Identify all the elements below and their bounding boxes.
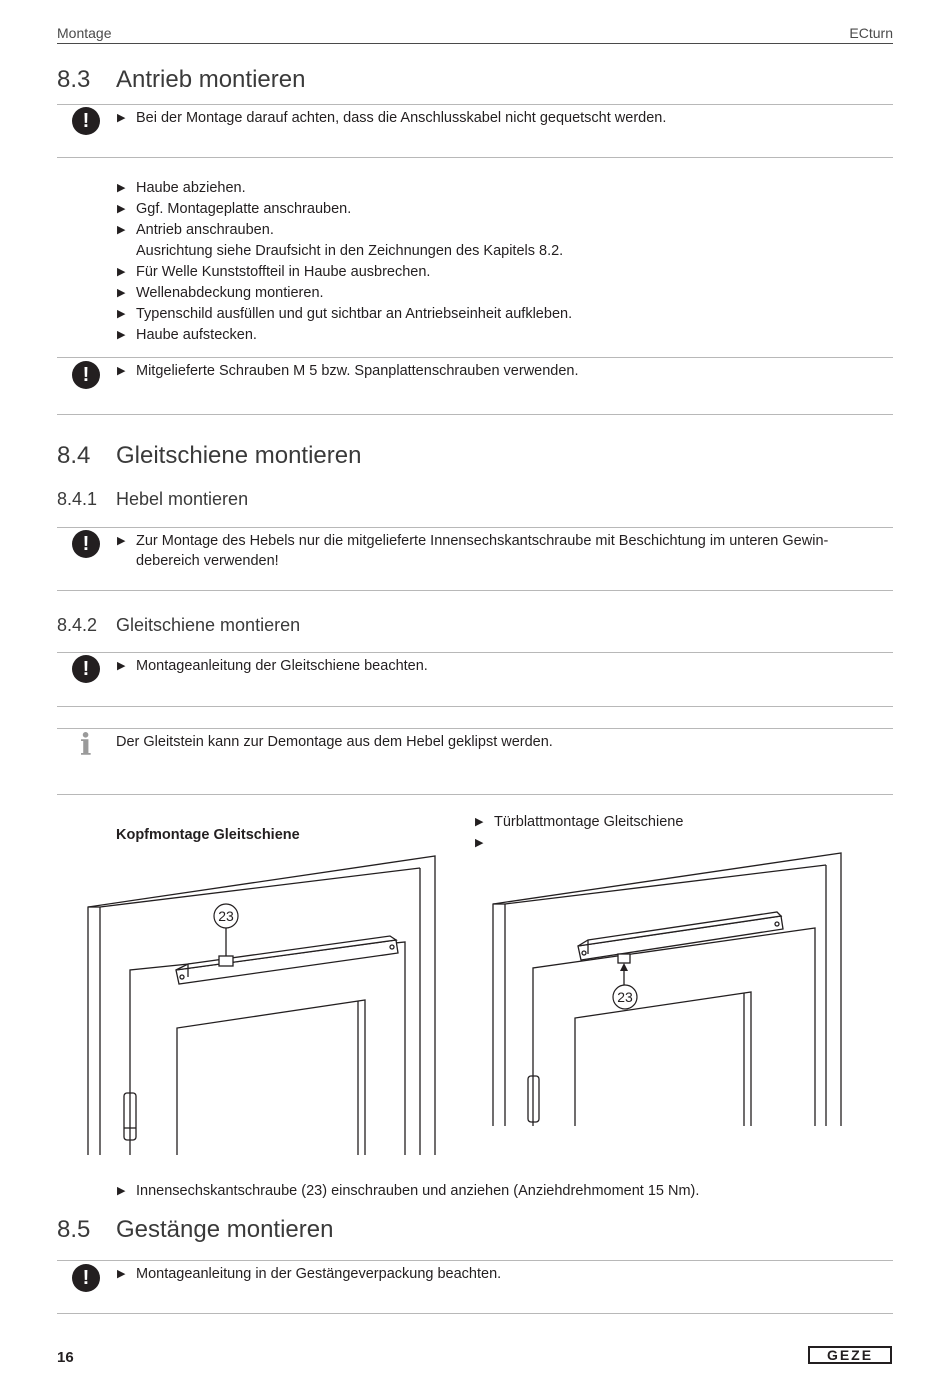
bullet-triangle-icon: ▶ (475, 816, 484, 828)
running-header-left: Montage (57, 25, 112, 41)
section-number: 8.3 (57, 66, 91, 93)
divider (57, 104, 893, 105)
divider (57, 652, 893, 653)
bullet-triangle-icon: ▶ (117, 308, 126, 320)
subsection-title: Hebel montieren (116, 489, 249, 509)
figure-caption-left: Kopfmontage Gleitschiene (116, 827, 300, 843)
bullet-triangle-icon: ▶ (117, 1268, 126, 1280)
subsection-number: 8.4.2 (57, 615, 98, 635)
step-text: Für Welle Kunststoffteil in Haube ausbrechen. (136, 264, 431, 280)
warning-text: Montageanleitung der Gleitschiene beachten. (136, 658, 428, 674)
geze-logo: GEZE (808, 1346, 892, 1364)
divider (57, 590, 893, 591)
divider (57, 1313, 893, 1314)
slide-block (618, 954, 630, 963)
bullet-triangle-icon: ▶ (117, 182, 126, 194)
bullet-triangle-icon: ▶ (117, 329, 126, 341)
section-number: 8.5 (57, 1216, 91, 1243)
divider (57, 706, 893, 707)
section-title: Gestänge montieren (116, 1216, 334, 1243)
warning-text: Bei der Montage darauf achten, dass die Anschlusskabel nicht gequetscht werden. (136, 110, 667, 126)
warning-icon: ! (72, 655, 100, 683)
info-text: Der Gleitstein kann zur Demontage aus dem Hebel geklipst werden. (116, 734, 553, 750)
bullet-triangle-icon: ▶ (475, 837, 484, 849)
running-header-right: ECturn (849, 25, 893, 41)
bullet-triangle-icon: ▶ (117, 660, 126, 672)
page-number: 16 (57, 1349, 74, 1366)
divider (57, 794, 893, 795)
divider (57, 357, 893, 358)
bullet-triangle-icon: ▶ (117, 112, 126, 124)
divider (57, 527, 893, 528)
warning-text: Mitgelieferte Schrauben M 5 bzw. Spanplattenschrauben verwenden. (136, 363, 579, 379)
slide-block (219, 956, 233, 966)
step-text: Antrieb anschrauben. (136, 222, 274, 238)
glass-panel (177, 1000, 365, 1155)
door-leaf (130, 942, 405, 1155)
warning-icon: ! (72, 361, 100, 389)
section-title: Antrieb montieren (116, 66, 306, 93)
bullet-triangle-icon: ▶ (117, 203, 126, 215)
callout-number: 23 (617, 989, 633, 1005)
info-icon: i (80, 728, 92, 763)
section-title: Gleitschiene montieren (116, 442, 362, 469)
step-text: Haube abziehen. (136, 180, 246, 196)
frame-outline (88, 856, 435, 1155)
subsection-number: 8.4.1 (57, 489, 98, 509)
subsection-title: Gleitschiene montieren (116, 615, 301, 635)
bullet-triangle-icon: ▶ (117, 266, 126, 278)
divider (57, 157, 893, 158)
bullet-triangle-icon: ▶ (117, 535, 126, 547)
warning-icon: ! (72, 530, 100, 558)
warning-text: Zur Montage des Hebels nur die mitgelieferte Innensechskantschraube mit Beschichtung im unteren Gewin- (136, 533, 829, 549)
callout-number: 23 (218, 908, 234, 924)
glass-panel (575, 992, 751, 1126)
step-text: Ggf. Montageplatte anschrauben. (136, 201, 352, 217)
callout-arrow (620, 963, 628, 971)
bullet-triangle-icon: ▶ (117, 224, 126, 236)
frame-outline (493, 853, 841, 1126)
warning-text: Montageanleitung in der Gestängeverpackung beachten. (136, 1266, 502, 1282)
step-text: Typenschild ausfüllen und gut sichtbar an Antriebseinheit aufkleben. (136, 306, 573, 322)
bullet-triangle-icon: ▶ (117, 365, 126, 377)
divider (57, 414, 893, 415)
drawing-door-mount (485, 850, 855, 1130)
step-text: Wellenabdeckung montieren. (136, 285, 324, 301)
bullet-triangle-icon: ▶ (117, 287, 126, 299)
bullet-triangle-icon: ▶ (117, 1185, 126, 1197)
header-rule (57, 43, 893, 44)
divider (57, 728, 893, 729)
step-text: Ausrichtung siehe Draufsicht in den Zeichnungen des Kapitels 8.2. (136, 243, 564, 259)
step-text: Innensechskantschraube (23) einschrauben und anziehen (Anziehdrehmoment 15 Nm). (136, 1183, 700, 1199)
divider (57, 1260, 893, 1261)
warning-icon: ! (72, 1264, 100, 1292)
section-number: 8.4 (57, 442, 91, 469)
warning-icon: ! (72, 107, 100, 135)
drawing-head-mount (80, 850, 450, 1155)
figure-caption-text: Türblattmontage Gleitschiene (494, 814, 684, 830)
warning-text: debereich verwenden! (136, 553, 279, 569)
step-text: Haube aufstecken. (136, 327, 257, 343)
